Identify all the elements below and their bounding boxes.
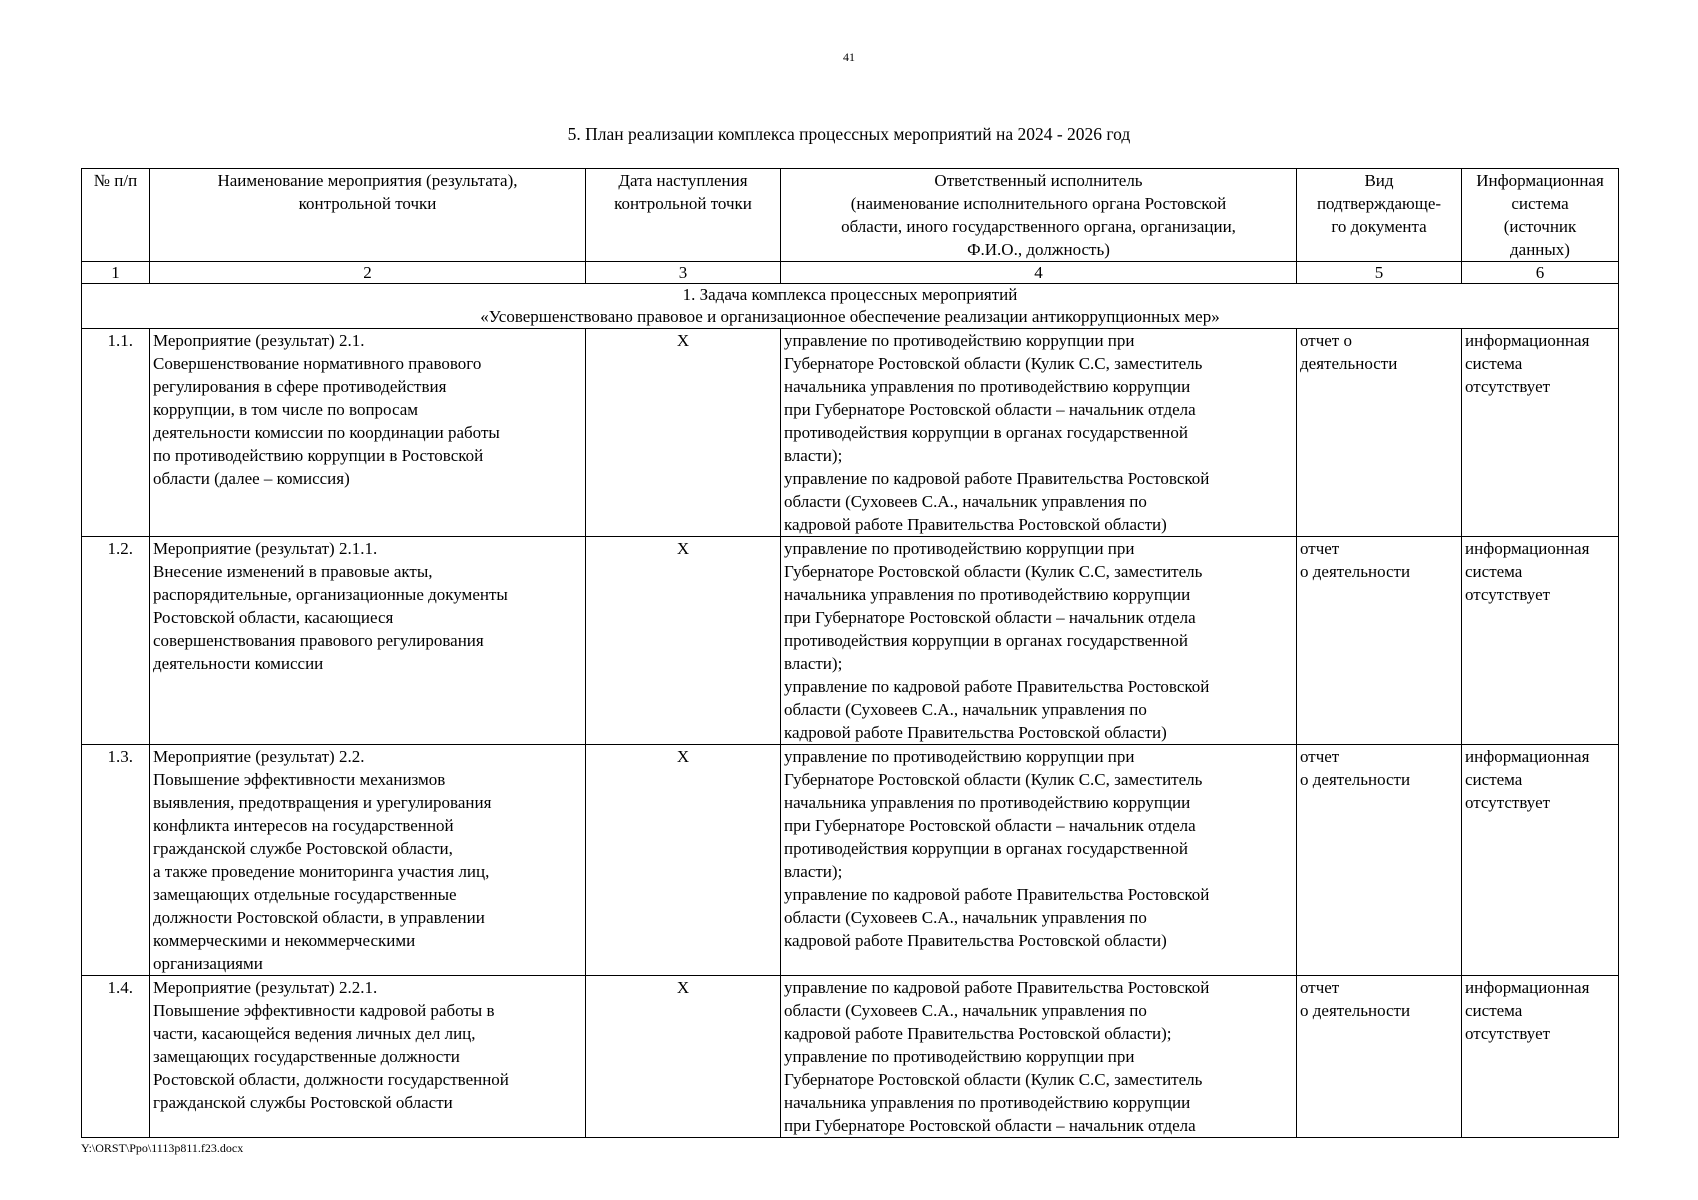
confirming-document: отчет о деятельности — [1297, 976, 1462, 1138]
header-cell-num: № п/п — [82, 169, 150, 262]
information-system: информационная система отсутствует — [1462, 537, 1619, 745]
control-date: Х — [586, 745, 781, 976]
confirming-document: отчет о деятельности — [1297, 537, 1462, 745]
control-date: Х — [586, 537, 781, 745]
row-number: 1.1. — [82, 329, 150, 537]
event-name: Мероприятие (результат) 2.1. Совершенствование нормативного правового регулирования в сфере противодействия коррупции, в том числе по вопросам деятельности комиссии по координации работы по противодействию коррупции в Ростовской области (далее – комиссия) — [150, 329, 586, 537]
control-date: Х — [586, 329, 781, 537]
header-cell-info-system: Информационная система (источник данных) — [1462, 169, 1619, 262]
page-number: 41 — [843, 50, 855, 64]
confirming-document: отчет о деятельности — [1297, 745, 1462, 976]
confirming-document: отчет о деятельности — [1297, 329, 1462, 537]
column-number: 1 — [82, 262, 150, 284]
row-number: 1.3. — [82, 745, 150, 976]
event-name: Мероприятие (результат) 2.1.1. Внесение изменений в правовые акты, распорядительные, организационные документы Ростовской области, касающиеся совершенствования правового регулирования деятельности комиссии — [150, 537, 586, 745]
column-number: 6 — [1462, 262, 1619, 284]
responsible-executor: управление по противодействию коррупции при Губернаторе Ростовской области (Кулик С.С, заместитель начальника управления по противодействию коррупции при Губернаторе Ростовской области – начальник отдела противодействия коррупции в органах государственной власти); управление по кадровой работе Правительства Ростовской области (Суховеев С.А., начальник управления по кадровой работе Правительства Ростовской области) — [781, 537, 1297, 745]
information-system: информационная система отсутствует — [1462, 745, 1619, 976]
task-heading-row — [82, 284, 1619, 329]
header-cell-responsible: Ответственный исполнитель (наименование исполнительного органа Ростовской области, иного государственного органа, организации, Ф.И.О., должность) — [781, 169, 1297, 262]
row-number: 1.4. — [82, 976, 150, 1138]
information-system: информационная система отсутствует — [1462, 976, 1619, 1138]
responsible-executor: управление по противодействию коррупции при Губернаторе Ростовской области (Кулик С.С, заместитель начальника управления по противодействию коррупции при Губернаторе Ростовской области – начальник отдела противодействия коррупции в органах государственной власти); управление по кадровой работе Правительства Ростовской области (Суховеев С.А., начальник управления по кадровой работе Правительства Ростовской области) — [781, 745, 1297, 976]
table-row — [82, 745, 1619, 976]
task-heading: 1. Задача комплекса процессных мероприятий «Усовершенствовано правовое и организационное обеспечение реализации антикоррупционных мер» — [82, 284, 1619, 329]
event-name: Мероприятие (результат) 2.2.1. Повышение эффективности кадровой работы в части, касающейся ведения личных дел лиц, замещающих государственные должности Ростовской области, должности государственной гражданской службы Ростовской области — [150, 976, 586, 1138]
header-cell-name: Наименование мероприятия (результата), контрольной точки — [150, 169, 586, 262]
table-row — [82, 976, 1619, 1138]
table-row — [82, 537, 1619, 745]
table-row — [82, 329, 1619, 537]
column-number: 3 — [586, 262, 781, 284]
table-header-row — [82, 169, 1619, 262]
file-path-footer: Y:\ORST\Ppo\1113p811.f23.docx — [81, 1141, 244, 1155]
event-name: Мероприятие (результат) 2.2. Повышение эффективности механизмов выявления, предотвращения и урегулирования конфликта интересов на государственной гражданской службе Ростовской области, а также проведение мониторинга участия лиц, замещающих отдельные государственные должности Ростовской области, в управлении коммерческими и некоммерческими организациями — [150, 745, 586, 976]
header-cell-date: Дата наступления контрольной точки — [586, 169, 781, 262]
responsible-executor: управление по противодействию коррупции при Губернаторе Ростовской области (Кулик С.С, заместитель начальника управления по противодействию коррупции при Губернаторе Ростовской области – начальник отдела противодействия коррупции в органах государственной власти); управление по кадровой работе Правительства Ростовской области (Суховеев С.А., начальник управления по кадровой работе Правительства Ростовской области) — [781, 329, 1297, 537]
control-date: Х — [586, 976, 781, 1138]
header-cell-doc-type: Вид подтверждающе- го документа — [1297, 169, 1462, 262]
column-number: 4 — [781, 262, 1297, 284]
information-system: информационная система отсутствует — [1462, 329, 1619, 537]
plan-table — [81, 168, 1619, 1138]
column-number: 5 — [1297, 262, 1462, 284]
row-number: 1.2. — [82, 537, 150, 745]
document-title: 5. План реализации комплекса процессных мероприятий на 2024 - 2026 год — [567, 124, 1131, 144]
responsible-executor: управление по кадровой работе Правительства Ростовской области (Суховеев С.А., начальник управления по кадровой работе Правительства Ростовской области); управление по противодействию коррупции при Губернаторе Ростовской области (Кулик С.С, заместитель начальника управления по противодействию коррупции при Губернаторе Ростовской области – начальник отдела — [781, 976, 1297, 1138]
column-number: 2 — [150, 262, 586, 284]
column-number-row — [82, 262, 1619, 284]
